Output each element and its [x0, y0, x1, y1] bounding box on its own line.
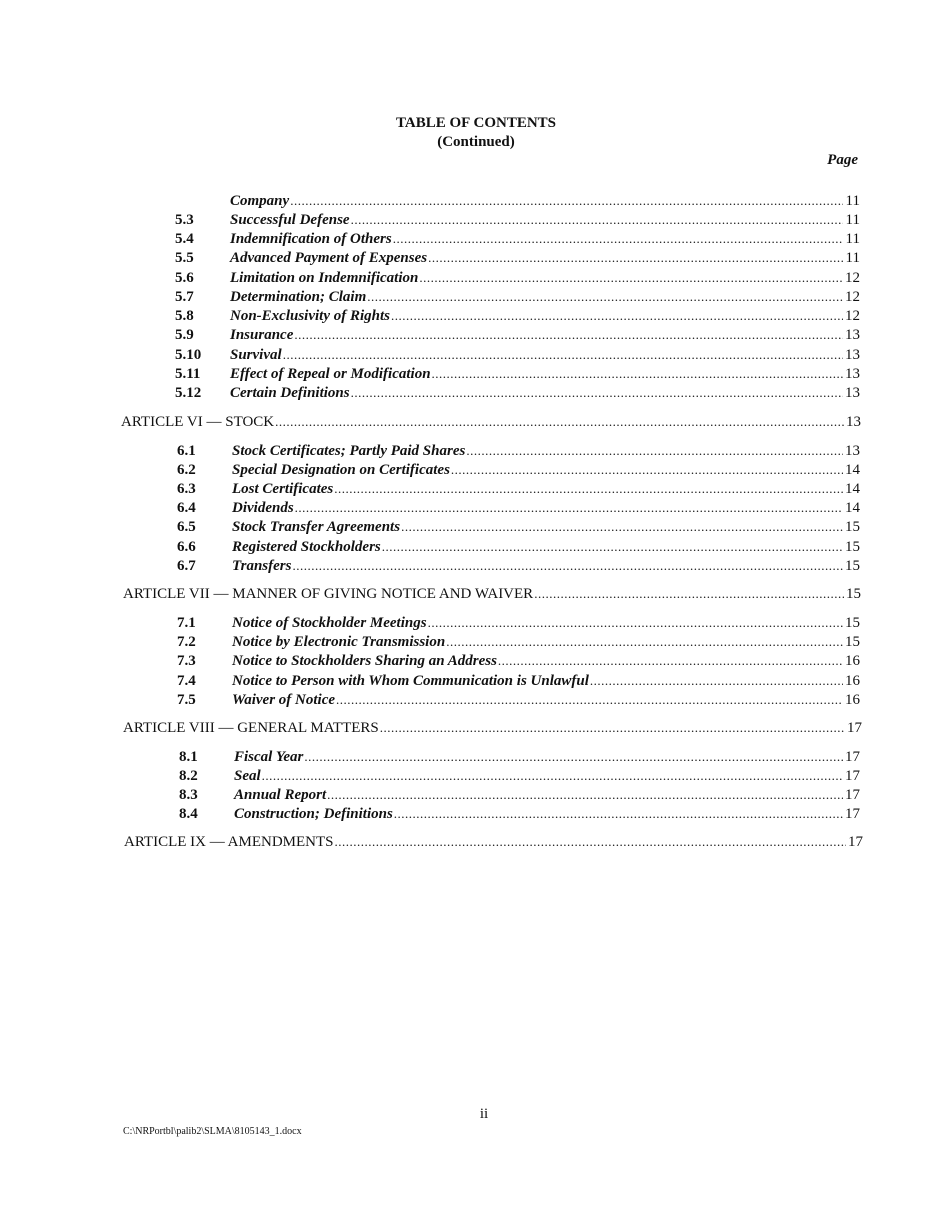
- toc-page-number: 14: [845, 462, 860, 478]
- toc-section-title: Successful Defense: [230, 212, 350, 228]
- toc-section-title: Dividends: [232, 500, 294, 516]
- toc-section-number: 8.1: [179, 749, 198, 765]
- toc-section-title: Notice to Person with Whom Communication is Unlawful: [232, 673, 589, 689]
- toc-entry[interactable]: [175, 268, 860, 287]
- toc-page-number: 16: [845, 692, 860, 708]
- toc-entry[interactable]: [177, 690, 860, 709]
- toc-entry[interactable]: [177, 537, 860, 556]
- toc-section-number: 6.5: [177, 519, 196, 535]
- toc-section-number: 6.7: [177, 558, 196, 574]
- toc-page-number: 14: [845, 481, 860, 497]
- toc-entry[interactable]: [177, 479, 860, 498]
- toc-section-number: 6.4: [177, 500, 196, 516]
- toc-section-number: 6.1: [177, 443, 196, 459]
- toc-page-number: 13: [845, 443, 860, 459]
- toc-entry[interactable]: [179, 804, 860, 823]
- dot-leader: [451, 460, 843, 479]
- dot-leader: [292, 556, 843, 575]
- toc-entry[interactable]: [175, 191, 860, 210]
- toc-article-title: ARTICLE VI — STOCK: [121, 414, 275, 430]
- dot-leader: [336, 690, 843, 709]
- dot-leader: [590, 671, 843, 690]
- toc-entry[interactable]: [177, 517, 860, 536]
- dot-leader: [334, 479, 843, 498]
- dot-leader: [304, 747, 843, 766]
- toc-entry[interactable]: [175, 287, 860, 306]
- toc-entry[interactable]: [124, 832, 863, 851]
- dot-leader: [294, 325, 843, 344]
- toc-page-number: 13: [845, 366, 860, 382]
- toc-section-number: 5.8: [175, 308, 194, 324]
- dot-leader: [295, 498, 843, 517]
- toc-page-number: 13: [846, 414, 861, 430]
- toc-section-number: 5.5: [175, 250, 194, 266]
- toc-section-title: Notice by Electronic Transmission: [232, 634, 446, 650]
- toc-section-title: Lost Certificates: [232, 481, 334, 497]
- toc-page-number: 17: [848, 834, 863, 850]
- toc-page-number: 15: [845, 558, 860, 574]
- toc-entry[interactable]: [121, 412, 861, 431]
- toc-entry[interactable]: [175, 325, 860, 344]
- dot-leader: [391, 306, 843, 325]
- dot-leader: [419, 268, 843, 287]
- toc-section-number: 6.3: [177, 481, 196, 497]
- dot-leader: [466, 441, 843, 460]
- toc-entry[interactable]: [175, 306, 860, 325]
- toc-page-number: 15: [845, 615, 860, 631]
- toc-section-number: 8.4: [179, 806, 198, 822]
- page-number: ii: [479, 1106, 489, 1122]
- toc-section-number: 5.11: [175, 366, 201, 382]
- toc-page-number: 11: [845, 193, 860, 209]
- dot-leader: [275, 412, 844, 431]
- dot-leader: [446, 632, 843, 651]
- toc-entry[interactable]: [175, 248, 860, 267]
- page-column-label: Page: [827, 152, 858, 168]
- toc-page-number: 11: [845, 212, 860, 228]
- toc-section-title: Determination; Claim: [230, 289, 367, 305]
- document-path: C:\NRPortbl\palib2\SLMA\8105143_1.docx: [123, 1126, 302, 1137]
- toc-article-title: ARTICLE IX — AMENDMENTS: [124, 834, 334, 850]
- toc-title: TABLE OF CONTENTS: [395, 115, 557, 131]
- toc-section-title: Non-Exclusivity of Rights: [230, 308, 391, 324]
- toc-section-number: 5.12: [175, 385, 202, 401]
- toc-page-number: 11: [845, 231, 860, 247]
- toc-entry[interactable]: [179, 785, 860, 804]
- toc-page-number: 12: [845, 289, 860, 305]
- toc-article-title: ARTICLE VII — MANNER OF GIVING NOTICE AND WAIVER: [123, 586, 534, 602]
- dot-leader: [432, 364, 843, 383]
- toc-page-number: 13: [845, 347, 860, 363]
- toc-entry[interactable]: [177, 632, 860, 651]
- toc-page-number: 15: [846, 586, 861, 602]
- toc-page-number: 15: [845, 539, 860, 555]
- toc-page-number: 11: [845, 250, 860, 266]
- toc-section-number: 6.6: [177, 539, 196, 555]
- toc-entry[interactable]: [179, 747, 860, 766]
- toc-section-title: Advanced Payment of Expenses: [230, 250, 428, 266]
- toc-section-number: 7.4: [177, 673, 196, 689]
- toc-section-title: Insurance: [230, 327, 294, 343]
- toc-section-number: 8.3: [179, 787, 198, 803]
- toc-article-title: ARTICLE VIII — GENERAL MATTERS: [123, 720, 379, 736]
- toc-page-number: 14: [845, 500, 860, 516]
- toc-entry[interactable]: [175, 229, 860, 248]
- toc-entry[interactable]: [175, 210, 860, 229]
- toc-entry[interactable]: [175, 383, 860, 402]
- dot-leader: [382, 537, 843, 556]
- toc-section-title: Special Designation on Certificates: [232, 462, 450, 478]
- toc-entry[interactable]: [175, 364, 860, 383]
- toc-subtitle: (Continued): [437, 134, 515, 150]
- toc-page-number: 13: [845, 327, 860, 343]
- toc-section-number: 7.3: [177, 653, 196, 669]
- toc-section-title: Notice of Stockholder Meetings: [232, 615, 427, 631]
- toc-page-number: 15: [845, 519, 860, 535]
- toc-page-number: 17: [847, 720, 862, 736]
- dot-leader: [394, 804, 843, 823]
- toc-page-number: 16: [845, 653, 860, 669]
- dot-leader: [401, 517, 843, 536]
- dot-leader: [428, 248, 843, 267]
- toc-page-number: 17: [845, 749, 860, 765]
- toc-section-title: Effect of Repeal or Modification: [230, 366, 431, 382]
- toc-section-number: 6.2: [177, 462, 196, 478]
- toc-entry[interactable]: [179, 766, 860, 785]
- toc-section-title: Annual Report: [234, 787, 327, 803]
- toc-section-title: Transfers: [232, 558, 292, 574]
- toc-page-number: 12: [845, 270, 860, 286]
- dot-leader: [335, 832, 846, 851]
- toc-entry[interactable]: [177, 556, 860, 575]
- toc-section-title: Registered Stockholders: [232, 539, 381, 555]
- toc-section-number: 7.2: [177, 634, 196, 650]
- toc-section-title: Stock Transfer Agreements: [232, 519, 401, 535]
- dot-leader: [283, 345, 843, 364]
- toc-section-title: Stock Certificates; Partly Paid Shares: [232, 443, 466, 459]
- toc-section-number: 7.1: [177, 615, 196, 631]
- toc-entry[interactable]: [177, 651, 860, 670]
- toc-section-number: 5.10: [175, 347, 202, 363]
- toc-section-number: 5.4: [175, 231, 194, 247]
- toc-section-title: Construction; Definitions: [234, 806, 393, 822]
- toc-entry[interactable]: [177, 671, 860, 690]
- toc-entry[interactable]: [177, 498, 860, 517]
- toc-page-number: 13: [845, 385, 860, 401]
- toc-entry[interactable]: [177, 613, 860, 632]
- toc-section-title: Company: [230, 193, 290, 209]
- dot-leader: [367, 287, 843, 306]
- toc-section-number: 5.6: [175, 270, 194, 286]
- toc-section-title: Waiver of Notice: [232, 692, 336, 708]
- toc-entry[interactable]: [177, 441, 860, 460]
- dot-leader: [428, 613, 843, 632]
- toc-section-title: Seal: [234, 768, 261, 784]
- dot-leader: [498, 651, 843, 670]
- toc-section-number: 7.5: [177, 692, 196, 708]
- toc-entry[interactable]: [123, 584, 861, 603]
- dot-leader: [534, 584, 844, 603]
- dot-leader: [327, 785, 843, 804]
- toc-section-title: Notice to Stockholders Sharing an Address: [232, 653, 497, 669]
- toc-page-number: 15: [845, 634, 860, 650]
- dot-leader: [351, 210, 843, 229]
- dot-leader: [262, 766, 843, 785]
- toc-section-title: Certain Definitions: [230, 385, 350, 401]
- toc-page-number: 17: [845, 787, 860, 803]
- dot-leader: [290, 191, 843, 210]
- toc-section-number: 8.2: [179, 768, 198, 784]
- toc-page-number: 16: [845, 673, 860, 689]
- dot-leader: [393, 229, 843, 248]
- toc-section-title: Indemnification of Others: [230, 231, 392, 247]
- toc-page-number: 17: [845, 768, 860, 784]
- toc-section-title: Survival: [230, 347, 282, 363]
- toc-section-title: Limitation on Indemnification: [230, 270, 419, 286]
- toc-entry[interactable]: [177, 460, 860, 479]
- toc-page-number: 17: [845, 806, 860, 822]
- dot-leader: [351, 383, 843, 402]
- toc-section-number: 5.7: [175, 289, 194, 305]
- toc-page-number: 12: [845, 308, 860, 324]
- toc-entry[interactable]: [123, 718, 862, 737]
- toc-section-number: 5.3: [175, 212, 194, 228]
- dot-leader: [380, 718, 845, 737]
- toc-entry[interactable]: [175, 345, 860, 364]
- toc-section-number: 5.9: [175, 327, 194, 343]
- toc-section-title: Fiscal Year: [234, 749, 304, 765]
